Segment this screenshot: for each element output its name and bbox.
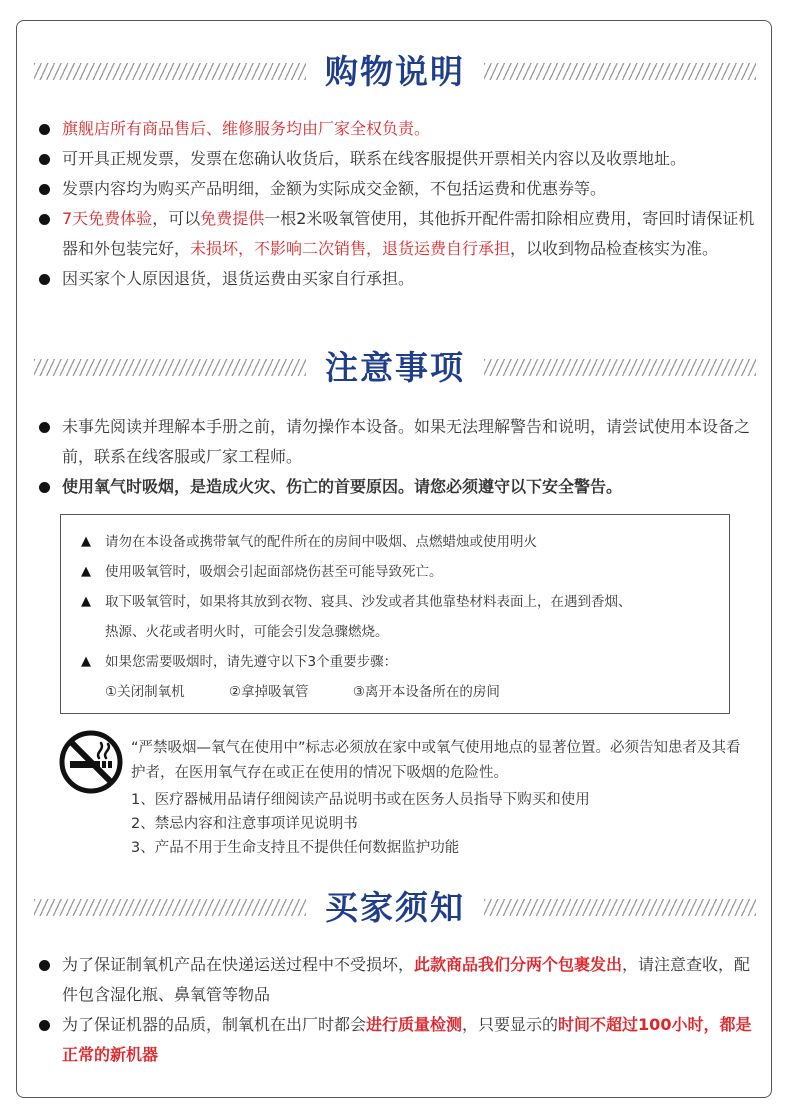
warning-icon: ▲ [81,534,91,549]
bullet-icon [39,482,50,493]
highlight-text: 7天免费体验 [62,209,153,228]
warning-line [81,557,729,587]
list-item [38,412,760,472]
bullet-icon [39,422,50,433]
section-header-buyer [34,886,756,930]
list-item: 1、医疗器械用品请仔细阅读产品说明书或在医务人员指导下购买和使用 [131,792,590,808]
hatch-decoration [484,63,756,80]
warning-line [81,617,729,647]
highlight-text: 未损坏，不影响二次销售，退货运费自行承担 [190,239,511,258]
bullet-icon [39,184,50,195]
list-item [38,472,760,502]
warning-text: 如果您需要吸烟时，请先遵守以下3个重要步骤： [105,654,398,670]
warning-text: 使用吸氧管时，吸烟会引起面部烧伤甚至可能导致死亡。 [105,564,443,580]
bullet-icon [39,274,50,285]
list-item [38,950,760,1010]
section-title-buyer: 买家须知 [325,888,465,927]
hatch-decoration [34,63,306,80]
section-header-notes [34,346,756,390]
list-item [38,114,760,144]
hatch-decoration [34,359,306,376]
bullet-icon [39,960,50,971]
item-text: 因买家个人原因退货，退货运费由买家自行承担。 [62,269,415,288]
warning-line [81,527,729,557]
list-item: 3、产品不用于生命支持且不提供任何数据监护功能 [131,840,460,856]
item-text: ，可以 [152,209,201,228]
item-text: ，请注意查收，配件包含湿化瓶、鼻氧管等物品 [62,955,751,1004]
item-text: 一根2米吸氧管使用，其他拆开配件需扣除相应费用，寄回时请保证机器和外包装完好， [62,209,755,258]
warning-line [81,587,729,617]
bullet-icon [39,154,50,165]
item-text: 为了保证机器的品质，制氧机在出厂时都会 [62,1015,367,1034]
safety-warning-box [60,514,730,714]
no-smoking-notice: “严禁吸烟—氧气在使用中”标志必须放在家中或氧气使用地点的显著位置。必须告知患者及其看护者，在医用氧气存在或正在使用的情况下吸烟的危险性。 [131,740,741,781]
item-text: 使用氧气时吸烟，是造成火灾、伤亡的首要原因。请您必须遵守以下安全警告。 [62,477,623,496]
item-text: 旗舰店所有商品售后、维修服务均由厂家全权负责。 [62,119,431,138]
list-item [38,264,760,294]
section-title-shopping: 购物说明 [325,52,465,91]
item-text: 可开具正规发票，发票在您确认收货后，联系在线客服提供开票相关内容以及收票地址。 [62,149,687,168]
list-item [38,144,760,174]
list-item [38,174,760,204]
warning-text: 热源、火花或者明火时，可能会引发急骤燃烧。 [105,624,389,640]
item-text: 未事先阅读并理解本手册之前，请勿操作本设备。如果无法理解警告和说明，请尝试使用本设备之前，联系在线客服或厂家工程师。 [62,417,751,466]
hatch-decoration [484,899,756,916]
medical-notice-list [131,788,741,860]
warning-text: 取下吸氧管时，如果将其放到衣物、寝具、沙发或者其他靠垫材料表面上，在遇到香烟、 [105,594,632,610]
bullet-icon [39,1020,50,1031]
step-item: ①关闭制氧机 [105,684,185,700]
section-title-notes: 注意事项 [325,348,465,387]
item-text: ，只要显示的 [462,1015,559,1034]
step-item: ③离开本设备所在的房间 [352,684,500,700]
smoking-steps [81,677,729,707]
section-header-shopping [34,50,756,94]
warning-icon: ▲ [81,594,91,609]
notes-list [38,412,760,502]
highlight-text: 时间不超过100小时，都是正常的新机器 [62,1015,752,1064]
warning-icon: ▲ [81,564,91,579]
shopping-list [38,114,760,294]
warning-line [81,647,729,677]
item-text: 为了保证制氧机产品在快递运送过程中不受损坏， [62,955,415,974]
list-item [38,1010,760,1070]
item-text: 发票内容均为购买产品明细，金额为实际成交金额，不包括运费和优惠券等。 [62,179,607,198]
bullet-icon [39,214,50,225]
step-item: ②拿掉吸氧管 [228,684,309,700]
bullet-icon [39,124,50,135]
highlight-text: 免费提供 [200,209,265,228]
item-text: ，以收到物品检查核实为准。 [510,239,719,258]
warning-text: 请勿在本设备或携带氧气的配件所在的房间中吸烟、点燃蜡烛或使用明火 [105,534,537,550]
buyer-list [38,950,760,1070]
list-item [38,204,760,264]
hatch-decoration [484,359,756,376]
list-item: 2、禁忌内容和注意事项详见说明书 [131,816,358,832]
hatch-decoration [34,899,306,916]
highlight-text: 进行质量检测 [366,1015,463,1034]
highlight-text: 此款商品我们分两个包裹发出 [414,955,623,974]
no-smoking-icon [59,730,123,794]
warning-icon: ▲ [81,654,91,669]
